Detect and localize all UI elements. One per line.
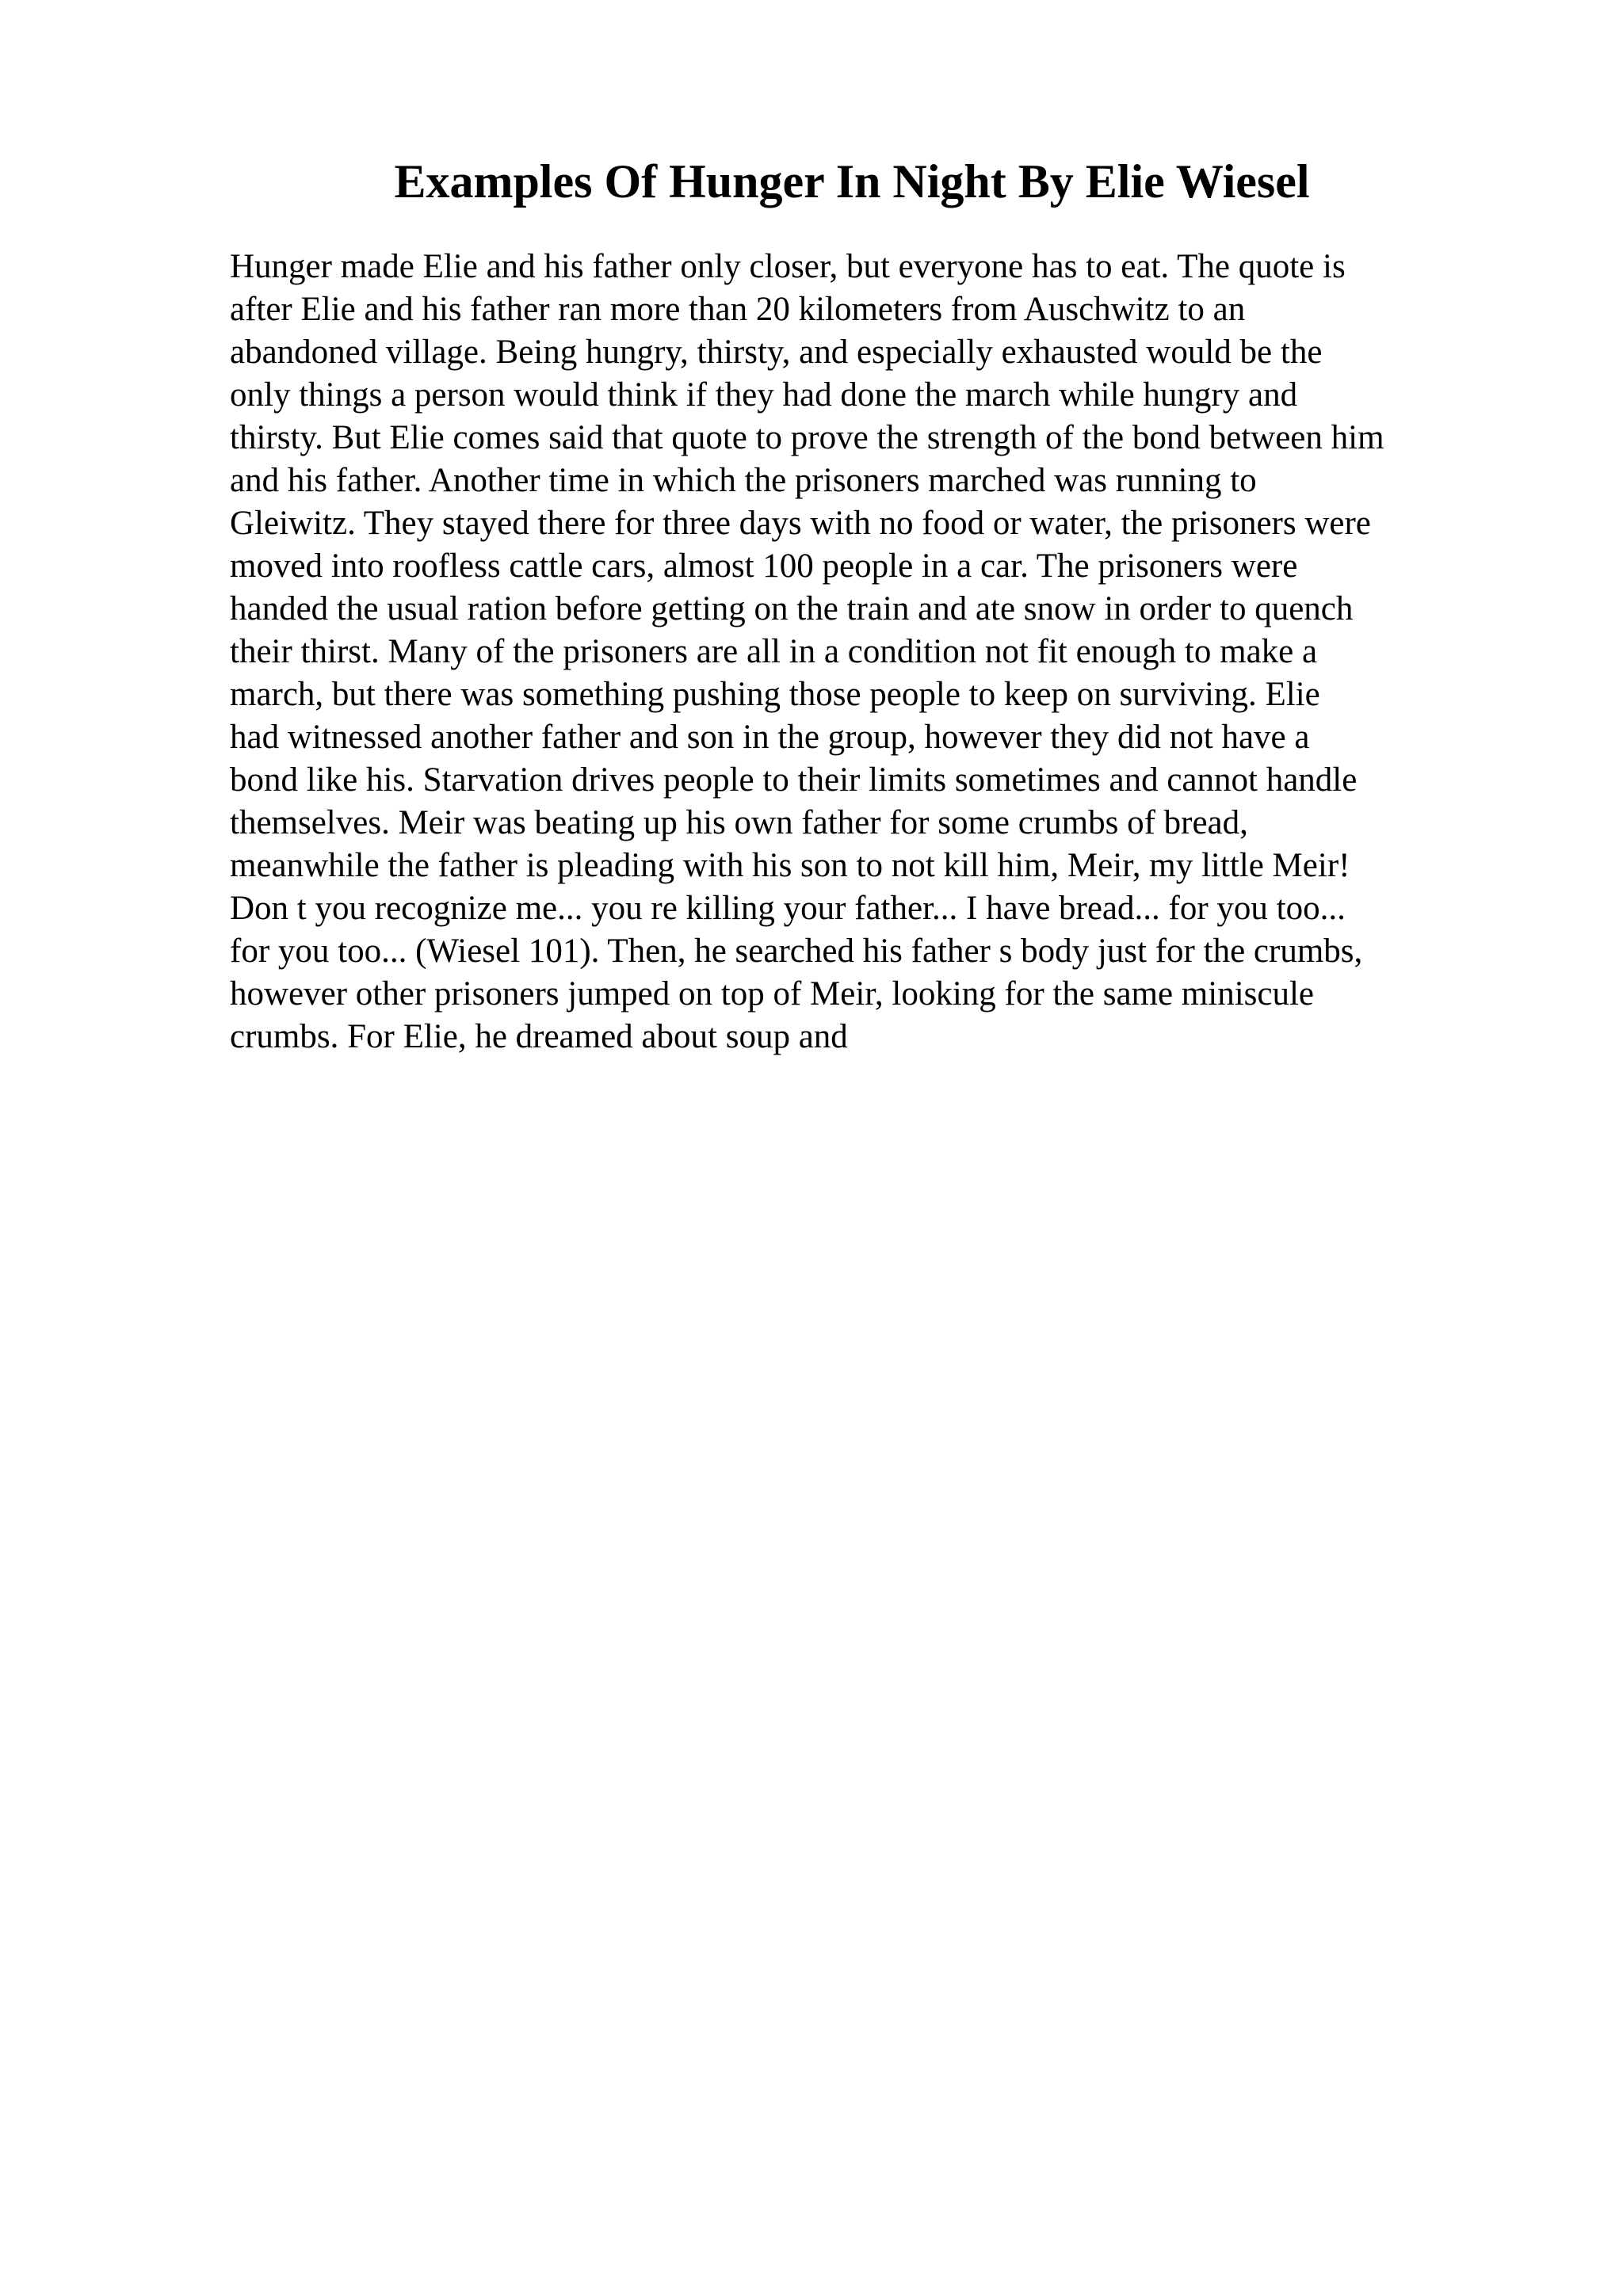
essay-body	[230, 246, 1498, 1058]
body-line: Hunger made Elie and his father only closer, but everyone has to eat. The quote is	[230, 248, 1346, 285]
body-line: moved into roofless cattle cars, almost 100 people in a car. The prisoners were	[230, 547, 1298, 585]
body-line: for you too... (Wiesel 101). Then, he searched his father s body just for the crumbs,	[230, 933, 1363, 970]
body-line: had witnessed another father and son in the group, however they did not have a	[230, 719, 1310, 756]
body-line: bond like his. Starvation drives people to their limits sometimes and cannot handle	[230, 761, 1358, 799]
body-line: abandoned village. Being hungry, thirsty, and especially exhausted would be the	[230, 334, 1323, 371]
body-line: thirsty. But Elie comes said that quote to prove the strength of the bond between him	[230, 419, 1384, 456]
body-line: crumbs. For Elie, he dreamed about soup and	[230, 1018, 848, 1055]
body-line: Gleiwitz. They stayed there for three days with no food or water, the prisoners were	[230, 505, 1371, 542]
body-line: Don t you recognize me... you re killing your father... I have bread... for you too...	[230, 890, 1346, 927]
body-line: their thirst. Many of the prisoners are all in a condition not fit enough to make a	[230, 633, 1318, 670]
body-line: and his father. Another time in which the prisoners marched was running to	[230, 462, 1257, 499]
body-line: themselves. Meir was beating up his own father for some crumbs of bread,	[230, 804, 1248, 841]
body-line: handed the usual ration before getting on the train and ate snow in order to quench	[230, 590, 1354, 627]
body-line: only things a person would think if they had done the march while hungry and	[230, 376, 1298, 414]
body-line: however other prisoners jumped on top of Meir, looking for the same miniscule	[230, 975, 1315, 1013]
body-line: after Elie and his father ran more than 20 kilometers from Auschwitz to an	[230, 291, 1246, 328]
body-line: meanwhile the father is pleading with his son to not kill him, Meir, my little Meir!	[230, 847, 1350, 884]
document-title: Examples Of Hunger In Night By Elie Wiesel	[394, 155, 1310, 208]
body-line: march, but there was something pushing those people to keep on surviving. Elie	[230, 676, 1320, 713]
